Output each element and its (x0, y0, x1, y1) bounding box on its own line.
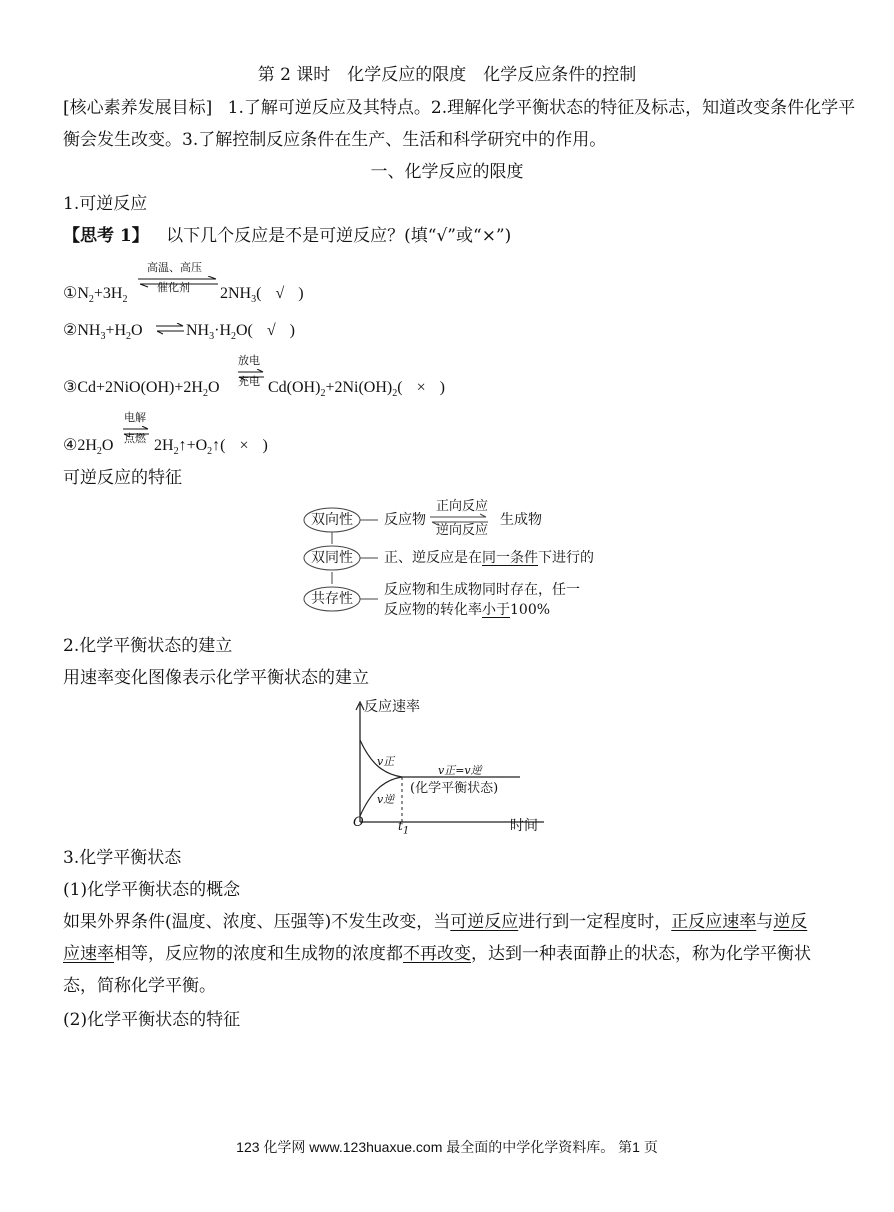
reaction1-cond-top: 高温、高压 (147, 261, 202, 274)
concept-line3: 态，简称化学平衡。 (63, 976, 216, 996)
chart-t1-label: $t_1$ (398, 819, 410, 837)
reaction2-right: $NH_3\cdot H_2O$( √ ) (186, 322, 295, 343)
reaction4-left: $④2H_2O$ (63, 437, 114, 458)
section-heading: 一、化学反应的限度 (370, 162, 524, 182)
subheading-features: (2)化学平衡状态的特征 (63, 1010, 241, 1030)
chart-xlabel: 时间 (510, 818, 538, 834)
feature3-desc2: 反应物的转化率小于100% (384, 602, 551, 618)
feature1-arrow-bottom: 逆向反应 (436, 523, 489, 538)
chart-state-label: (化学平衡状态) (410, 781, 499, 796)
feature3-name: 共存性 (311, 591, 353, 607)
reaction3-right: $Cd(OH)_2+2Ni(OH)_2$( × ) (268, 379, 445, 400)
reaction2-arrow (154, 323, 186, 335)
feature3-desc1: 反应物和生成物同时存在，任一 (384, 582, 580, 598)
subheading-concept: (1)化学平衡状态的概念 (63, 880, 241, 900)
feature1-product: 生成物 (500, 512, 542, 528)
chart-origin-label: O (353, 815, 364, 830)
reaction4-answer: × (239, 437, 249, 454)
think-label: 【思考 1】 (63, 226, 149, 246)
reaction3-cond-bottom: 充电 (238, 375, 260, 388)
chart-ylabel: 反应速率 (364, 699, 420, 715)
subheading-equilibrium-build: 2.化学平衡状态的建立 (63, 636, 233, 656)
subheading-reversible: 1.可逆反应 (63, 194, 148, 214)
reaction4-cond-top: 电解 (124, 411, 146, 424)
reaction1-answer: √ (275, 285, 285, 302)
chart-series-reverse-label: v逆 (377, 793, 395, 806)
page-title: 第 2 课时 化学反应的限度 化学反应条件的控制 (257, 65, 637, 85)
think-question (63, 228, 511, 245)
reaction3-answer: × (416, 379, 426, 396)
chart-equilibrium-label: v正=v逆 (438, 764, 482, 777)
think-text: 以下几个反应是不是可逆反应？(填“√”或“×”) (166, 226, 512, 246)
reaction4-cond-bottom: 点燃 (124, 432, 146, 445)
feature1-arrow-top: 正向反应 (436, 499, 489, 514)
reaction1-cond-bottom: 催化剂 (157, 281, 190, 294)
goals-text1: 1.了解可逆反应及其特点。2.理解化学平衡状态的特征及标志，知道改变条件化学平 (227, 98, 856, 118)
reaction3-left: $③Cd+2NiO(OH)+2H_2O$ (63, 379, 220, 400)
subheading-equilibrium-state: 3.化学平衡状态 (63, 848, 182, 868)
reaction1-left: $①N_2+3H_2$ (63, 285, 128, 306)
chart-series-forward-label: v正 (377, 755, 395, 768)
reaction2-left: $②NH_3+H_2O$ (63, 322, 143, 343)
page-footer: 123 化学网 www.123huaxue.com 最全面的中学化学资料库。 第1 页 (236, 1139, 658, 1155)
feature1-desc: 反应物 (384, 512, 426, 528)
reaction4-right: $2H_2↑+O_2↑$( × ) (154, 437, 268, 458)
goals-line1 (63, 100, 855, 117)
feature2-desc: 正、逆反应是在同一条件下进行的 (384, 550, 594, 566)
reaction1-right: $2NH_3$( √ ) (220, 285, 304, 306)
equilibrium-build-desc: 用速率变化图像表示化学平衡状态的建立 (63, 668, 369, 688)
features-heading: 可逆反应的特征 (63, 468, 182, 488)
reaction2-answer: √ (266, 322, 276, 339)
goals-label: [核心素养发展目标] (63, 98, 213, 118)
concept-line2: 应速率相等，反应物的浓度和生成物的浓度都不再改变，达到一种表面静止的状态，称为化学平衡状 (63, 944, 811, 964)
concept-line1: 如果外界条件(温度、浓度、压强等)不发生改变，当可逆反应进行到一定程度时，正反应速率与逆反 (63, 912, 808, 932)
feature2-name: 双同性 (311, 550, 353, 566)
feature1-name: 双向性 (311, 512, 353, 528)
reaction3-cond-top: 放电 (238, 354, 260, 367)
goals-line2: 衡会发生改变。3.了解控制反应条件在生产、生活和科学研究中的作用。 (63, 130, 607, 150)
